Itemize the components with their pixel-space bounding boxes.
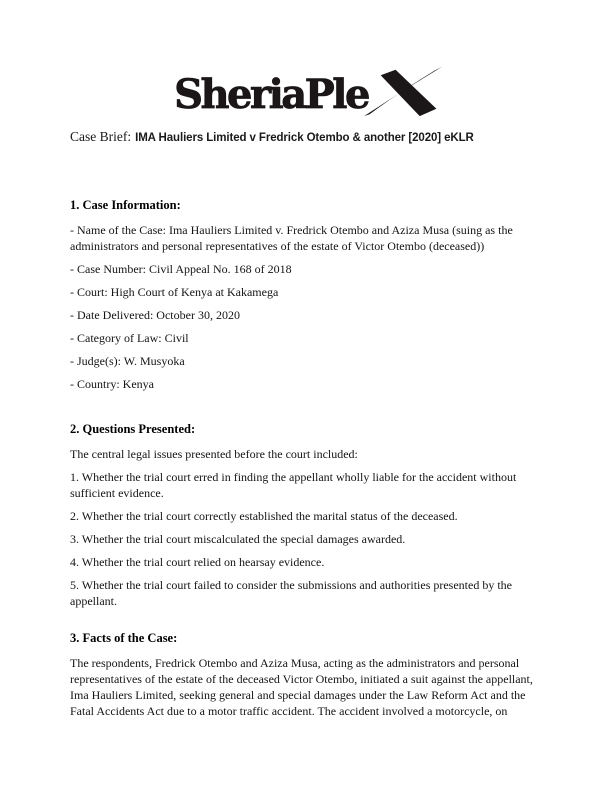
section-heading: 3. Facts of the Case: <box>70 631 178 645</box>
logo-wordmark: SheriaPle <box>174 71 368 118</box>
case-name-line: - Name of the Case: Ima Hauliers Limited v. Fredrick Otembo and Aziza Musa (suing as the administrators and personal representatives of the estate of Victor Otembo (deceased)) <box>70 223 513 253</box>
question-item: 2. Whether the trial court correctly established the marital status of the deceased. <box>70 509 458 523</box>
country-line: - Country: Kenya <box>70 377 154 391</box>
section-facts-of-the-case <box>70 630 546 719</box>
judges-line: - Judge(s): W. Musyoka <box>70 354 185 368</box>
logo-x-icon <box>364 66 442 118</box>
subtitle-case-name: IMA Hauliers Limited v Fredrick Otembo & another [2020] eKLR <box>135 132 474 144</box>
section-questions-presented <box>70 421 546 609</box>
section-heading: 1. Case Information: <box>70 198 181 212</box>
question-item: 3. Whether the trial court miscalculated the special damages awarded. <box>70 532 406 546</box>
case-number-line: - Case Number: Civil Appeal No. 168 of 2018 <box>70 262 292 276</box>
question-item: 4. Whether the trial court relied on hearsay evidence. <box>70 555 325 569</box>
case-brief-subtitle <box>70 129 546 146</box>
date-delivered-line: - Date Delivered: October 30, 2020 <box>70 308 240 322</box>
question-item: 1. Whether the trial court erred in finding the appellant wholly liable for the accident without sufficient evidence. <box>70 470 517 500</box>
brand-logo <box>70 70 546 120</box>
category-line: - Category of Law: Civil <box>70 331 189 345</box>
facts-paragraph: The respondents, Fredrick Otembo and Aziza Musa, acting as the administrators and personal representatives of the estate of the deceased Victor Otembo, initiated a suit against the appellant, Ima Hauliers Limited, seeking general and special damages under the Law Reform Act and the Fatal Accidents Act due to a motor traffic accident. The accident involved a motorcycle, on <box>70 656 533 718</box>
section-heading: 2. Questions Presented: <box>70 422 196 436</box>
court-line: - Court: High Court of Kenya at Kakamega <box>70 285 279 299</box>
questions-intro: The central legal issues presented before the court included: <box>70 447 358 461</box>
question-item: 5. Whether the trial court failed to consider the submissions and authorities presented by the appellant. <box>70 578 512 608</box>
section-case-information <box>70 197 546 392</box>
subtitle-label: Case Brief: <box>70 129 132 144</box>
